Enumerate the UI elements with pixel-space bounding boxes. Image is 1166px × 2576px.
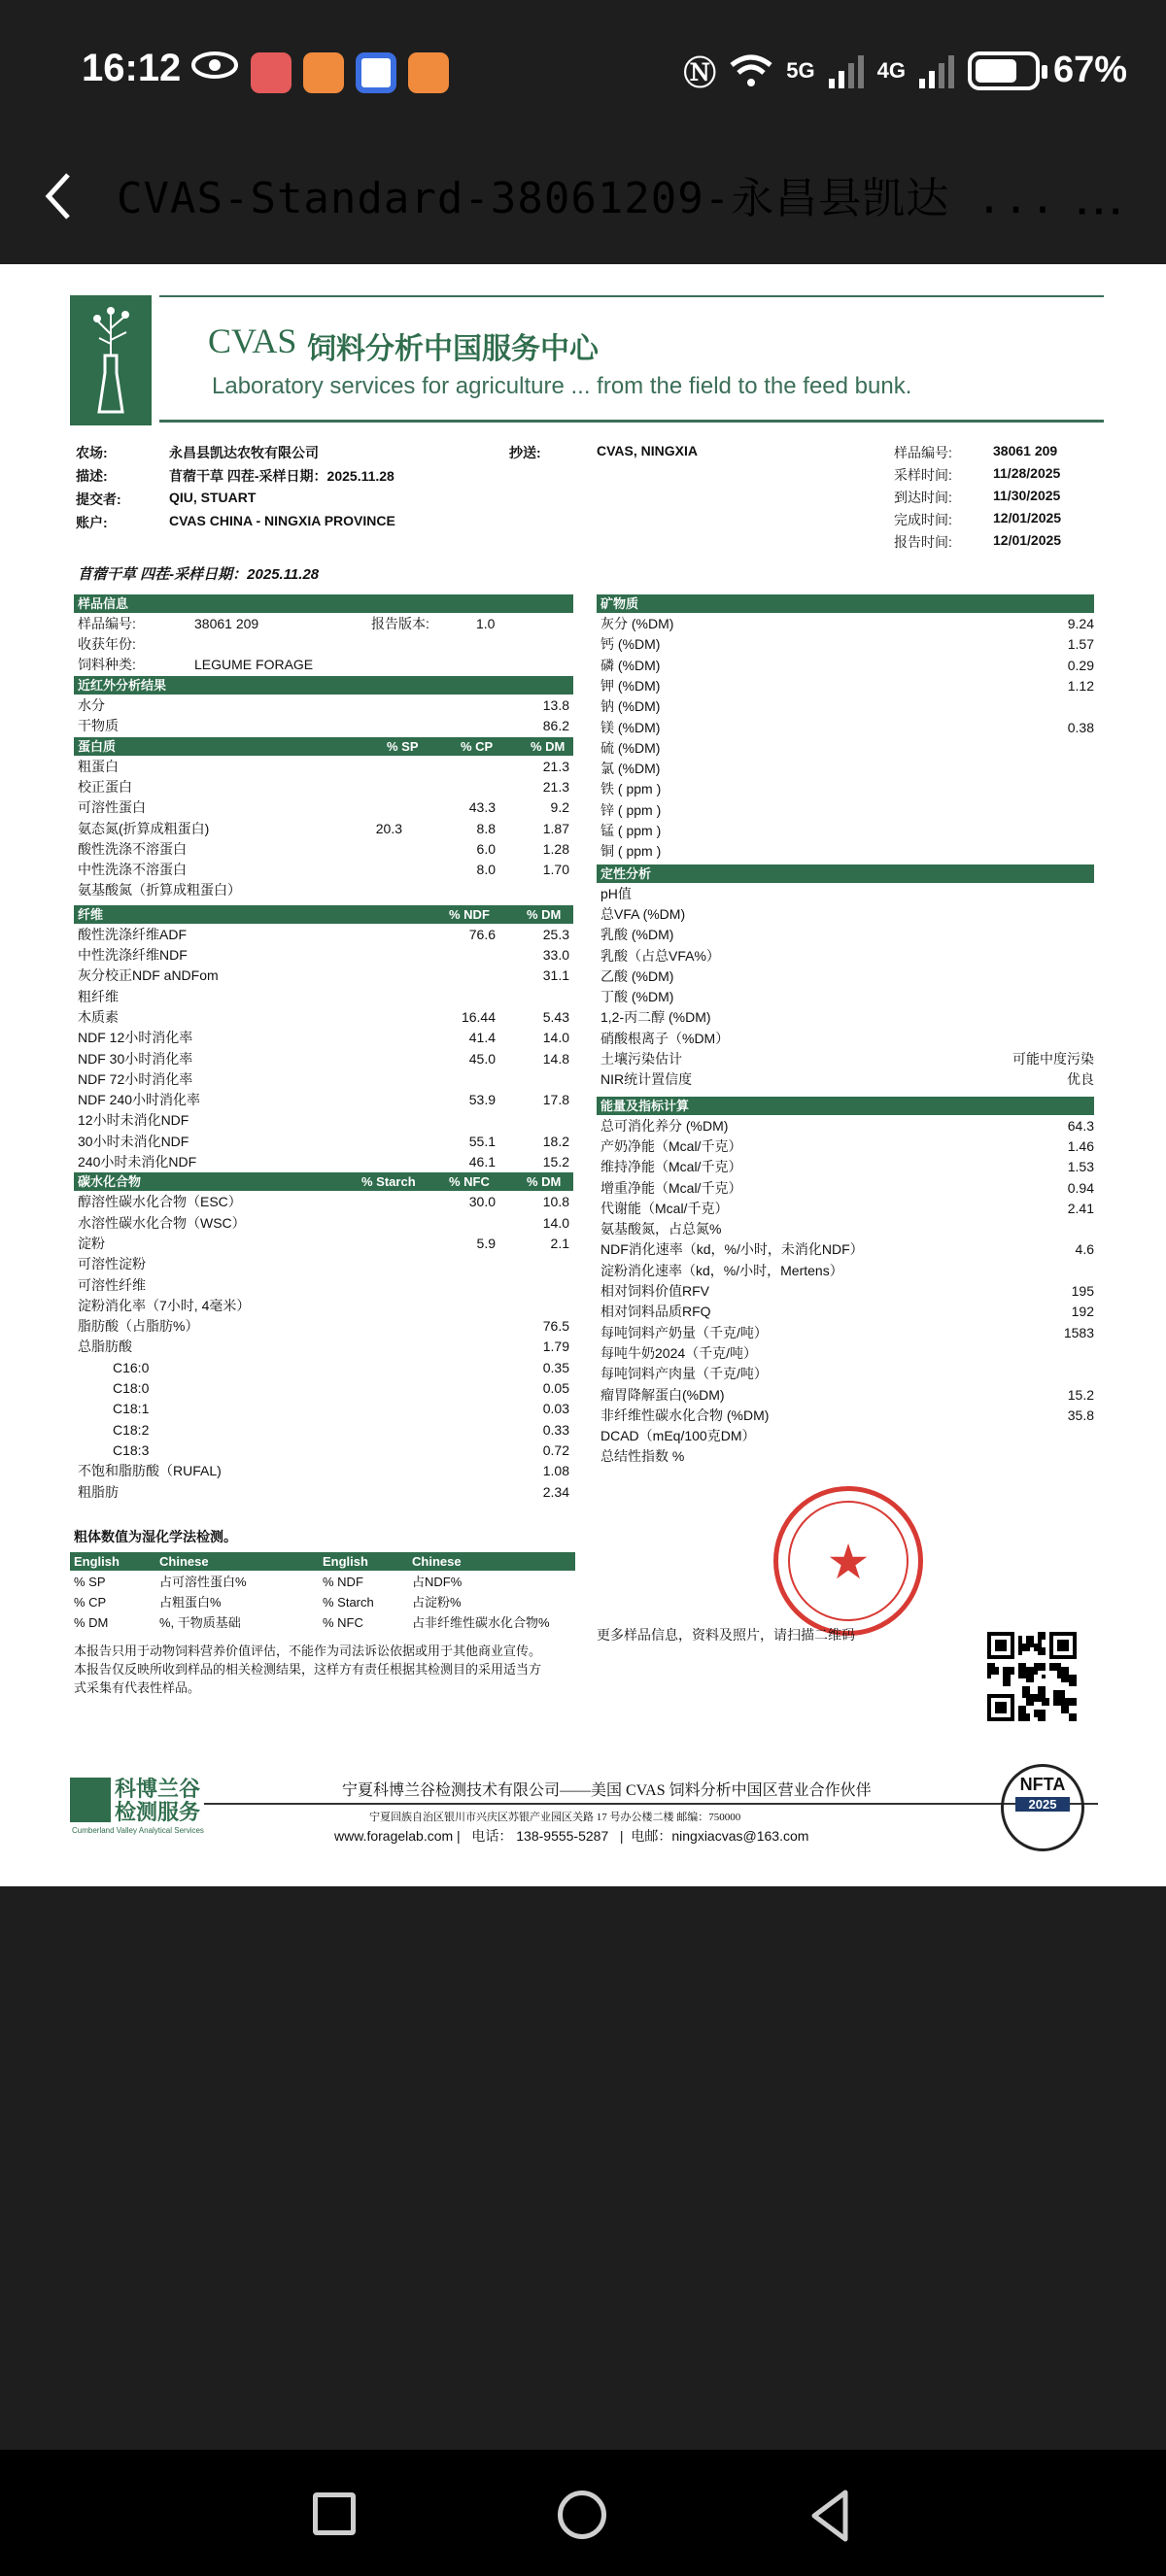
table-row: 硫 (%DM)	[600, 739, 661, 756]
table-row: 木质素 16.44 5.43	[78, 1008, 569, 1025]
footer-email[interactable]: ningxiacvas@163.com	[671, 1828, 809, 1844]
table-row: 氨态氮(折算成粗蛋白) 20.3 8.8 1.87	[78, 820, 569, 836]
table-row: DCAD（mEq/100克DM）	[600, 1428, 756, 1444]
table-row: 灰分 (%DM) 9.24	[600, 616, 1094, 631]
viewer-background	[0, 1886, 1166, 2450]
table-row: 氯 (%DM)	[600, 761, 661, 777]
reported-value: 12/01/2025	[993, 532, 1062, 548]
table-row: 增重净能（Mcal/千克） 0.94	[600, 1179, 1094, 1196]
brand-name: CVAS	[208, 322, 297, 360]
table-row: 校正蛋白 21.3	[78, 778, 569, 795]
brand-tagline: Laboratory services for agriculture ... from the field to the feed bunk.	[212, 373, 912, 399]
table-row: pH值	[600, 885, 632, 901]
report-page	[0, 264, 1166, 1886]
footer-logo-en: Cumberland Valley Analytical Services	[72, 1826, 204, 1835]
energy-header: 能量及指标计算	[597, 1097, 1094, 1115]
table-row: 非纤维性碳水化合物 (%DM) 35.8	[600, 1407, 1094, 1423]
disclaimer-line: 式采集有代表性样品。	[74, 1680, 201, 1695]
nfta-badge: NFTA 2025	[1001, 1764, 1084, 1851]
table-row: 产奶净能（Mcal/千克） 1.46	[600, 1137, 1094, 1154]
legend-header: English Chinese English Chinese	[70, 1552, 575, 1571]
arrived-label: 到达时间:	[894, 490, 952, 505]
table-row: 可溶性纤维	[78, 1276, 146, 1293]
table-row: 每吨饲料产奶量（千克/吨） 1583	[600, 1324, 1094, 1340]
fermentation-header: 定性分析	[597, 864, 1094, 883]
app-icon-browser	[356, 52, 396, 93]
table-row: 氨基酸氮（折算成粗蛋白）	[78, 882, 241, 898]
table-row: 12小时未消化NDF	[78, 1112, 189, 1129]
table-row: 钙 (%DM) 1.57	[600, 636, 1094, 653]
table-row: 淀粉消化速率（kd，%/小时，Mertens）	[600, 1262, 843, 1278]
app-icon-reader	[251, 52, 292, 93]
status-bar	[0, 0, 1166, 146]
sample-info-header: 样品信息	[74, 594, 573, 613]
table-row: 氨基酸氮，占总氮%	[600, 1221, 722, 1237]
table-row: C18:2 0.33	[113, 1421, 569, 1438]
home-button[interactable]	[558, 2491, 606, 2539]
nfc-icon: Ⓝ	[683, 55, 717, 92]
table-row: NDF 72小时消化率	[78, 1070, 193, 1087]
table-row: 水分 13.8	[78, 697, 569, 713]
status-time: 16:12	[82, 47, 182, 89]
account-value: CVAS CHINA - NINGXIA PROVINCE	[169, 513, 395, 528]
seal-star-icon: ★	[826, 1535, 871, 1589]
legend-row: % DM %, 干物质基础 % NFC 占非纤维性碳水化合物%	[74, 1615, 550, 1630]
table-row: 不饱和脂肪酸（RUFAL) 1.08	[78, 1463, 569, 1479]
cc-label: 抄送:	[509, 445, 541, 460]
table-row: 醇溶性碳水化合物（ESC） 30.0 10.8	[78, 1194, 569, 1210]
table-row: 乙酸 (%DM)	[600, 967, 674, 984]
table-row: 锌 ( ppm )	[600, 801, 662, 818]
table-row: 总VFA (%DM)	[600, 905, 686, 922]
back-arrow-icon[interactable]	[39, 167, 78, 225]
table-row: 乳酸 (%DM)	[600, 927, 674, 943]
table-row: NDF 30小时消化率 45.0 14.8	[78, 1050, 569, 1067]
table-row: 锰 ( ppm )	[600, 823, 662, 838]
table-row: 酸性洗涤不溶蛋白 6.0 1.28	[78, 840, 569, 857]
cvas-logo	[70, 295, 152, 425]
table-row: 钾 (%DM) 1.12	[600, 677, 1094, 694]
footer-company: 宁夏科博兰谷检测技术有限公司——美国 CVAS 饲料分析中国区营业合作伙伴	[342, 1782, 872, 1799]
table-row: 钠 (%DM)	[600, 698, 661, 715]
sample-info-row: 收获年份:	[78, 636, 136, 652]
submitter-value: QIU, STUART	[169, 490, 257, 505]
completed-value: 12/01/2025	[993, 510, 1062, 525]
signal-icon-1	[829, 53, 864, 88]
status-right	[683, 47, 1127, 94]
arrived-value: 11/30/2025	[993, 488, 1061, 503]
wifi-icon	[730, 53, 772, 88]
table-row: 代谢能（Mcal/千克） 2.41	[600, 1200, 1094, 1216]
farm-value: 永昌县凯达农牧有限公司	[169, 445, 319, 460]
table-row: 磷 (%DM) 0.29	[600, 657, 1094, 673]
table-row: 淀粉消化率（7小时, 4毫米）	[78, 1297, 251, 1313]
table-row: 干物质 86.2	[78, 718, 569, 734]
disclaimer-line: 本报告只用于动物饲料营养价值评估，不能作为司法诉讼依据或用于其他商业宣传。	[74, 1644, 542, 1658]
table-row: 1,2-丙二醇 (%DM)	[600, 1009, 711, 1026]
cc-value: CVAS, NINGXIA	[597, 443, 698, 458]
table-row: 粗脂肪 2.34	[78, 1483, 569, 1500]
table-row: 维持净能（Mcal/千克） 1.53	[600, 1159, 1094, 1175]
table-row: C18:3 0.72	[113, 1441, 569, 1458]
app-icon-orange-1	[303, 52, 344, 93]
table-row: C16:0 0.35	[113, 1359, 569, 1375]
table-row: 灰分校正NDF aNDFom 31.1	[78, 967, 569, 984]
table-row: 硝酸根离子（%DM）	[600, 1030, 730, 1046]
table-row: 丁酸 (%DM)	[600, 989, 674, 1005]
disclaimer-line: 本报告仅反映所收到样品的相关检测结果，这样方有责任根据其检测目的采用适当方	[74, 1662, 542, 1677]
table-row: 总可消化养分 (%DM) 64.3	[600, 1117, 1094, 1134]
brand-name-cn: 饲料分析中国服务中心	[307, 333, 599, 365]
table-row: 铜 ( ppm )	[600, 843, 662, 860]
table-row: 每吨饲料产肉量（千克/吨）	[600, 1366, 768, 1382]
sampled-label: 采样时间:	[894, 467, 952, 483]
signal-icon-2	[919, 53, 954, 88]
table-row: 酸性洗涤纤维ADF 76.6 25.3	[78, 926, 569, 942]
table-row: NIR统计置信度 优良	[600, 1071, 1094, 1088]
table-row: 中性洗涤纤维NDF 33.0	[78, 947, 569, 963]
table-row: 镁 (%DM) 0.38	[600, 719, 1094, 735]
table-row: 每吨牛奶2024（千克/吨）	[600, 1344, 758, 1361]
footer-phone[interactable]: 138-9555-5287	[516, 1828, 609, 1844]
table-row: 粗蛋白 21.3	[78, 758, 569, 774]
desc-value: 苜蓿干草 四茬-采样日期：2025.11.28	[169, 468, 394, 484]
desc-label: 描述:	[76, 468, 108, 484]
report-header	[70, 295, 1104, 425]
table-row: 可溶性淀粉	[78, 1256, 146, 1272]
table-row: 相对饲料品质RFQ 192	[600, 1304, 1094, 1320]
table-row: 总脂肪酸 1.79	[78, 1339, 569, 1355]
table-row: 可溶性蛋白 43.3 9.2	[78, 799, 569, 816]
battery-level: 67%	[1052, 50, 1127, 90]
table-row: 30小时未消化NDF 55.1 18.2	[78, 1133, 569, 1149]
document-title: CVAS-Standard-38061209-永昌县凯达 ...	[117, 174, 1057, 223]
table-row: 乳酸（占总VFA%）	[600, 947, 720, 964]
table-row: 总结性指数 %	[600, 1448, 685, 1465]
sampled-value: 11/28/2025	[993, 465, 1061, 481]
wet-chem-note: 粗体数值为湿化学法检测。	[74, 1529, 237, 1544]
minerals-header: 矿物质	[597, 594, 1094, 613]
network-4g: 4G	[876, 57, 906, 83]
table-row: 土壤污染估计 可能中度污染	[600, 1051, 1094, 1067]
more-menu-icon[interactable]: ···	[1077, 190, 1127, 233]
completed-label: 完成时间:	[894, 512, 952, 527]
qr-note: 更多样品信息，资料及照片，请扫描二维码	[597, 1627, 855, 1643]
table-row: 脂肪酸（占脂肪%） 76.5	[78, 1318, 569, 1335]
reported-label: 报告时间:	[894, 534, 952, 550]
sample-no-value: 38061 209	[993, 443, 1058, 458]
eye-icon	[190, 51, 239, 80]
sample-info-row: 饲料种类: LEGUME FORAGE	[78, 657, 314, 672]
sample-no-label: 样品编号:	[894, 445, 952, 460]
legend-row: % SP 占可溶性蛋白% % NDF 占NDF%	[74, 1575, 463, 1589]
official-seal	[773, 1486, 923, 1636]
table-row: 淀粉 5.9 2.1	[78, 1235, 569, 1251]
account-label: 账户:	[76, 515, 108, 530]
table-row: NDF消化速率（kd，%/小时，未消化NDF） 4.6	[600, 1241, 1094, 1258]
table-row: 中性洗涤不溶蛋白 8.0 1.70	[78, 862, 569, 878]
footer-web[interactable]: www.foragelab.com	[334, 1828, 454, 1844]
table-row: C18:1 0.03	[113, 1401, 569, 1417]
cvas-china-logo-icon	[70, 1778, 111, 1822]
footer-divider	[204, 1803, 1098, 1805]
table-row: C18:0 0.05	[113, 1380, 569, 1396]
qr-code[interactable]	[987, 1632, 1077, 1721]
footer-logo-text: 科博兰谷 检测服务	[115, 1777, 201, 1824]
fiber-header: 纤维 % NDF % DM	[74, 905, 573, 924]
legend-row: % CP 占粗蛋白% % Starch 占淀粉%	[74, 1595, 462, 1610]
nav-back-icon[interactable]	[806, 2487, 853, 2545]
table-row: NDF 12小时消化率 41.4 14.0	[78, 1030, 569, 1046]
battery-icon	[968, 51, 1040, 90]
table-row: 瘤胃降解蛋白(%DM) 15.2	[600, 1386, 1094, 1403]
sample-info-row: 样品编号: 38061 209 报告版本: 1.0	[78, 616, 496, 631]
footer-address: 宁夏回族自治区银川市兴庆区苏银产业园区关路 17 号办公楼二楼 邮编：750000	[369, 1812, 741, 1823]
table-row: 相对饲料价值RFV 195	[600, 1283, 1094, 1299]
table-row: 水溶性碳水化合物（WSC） 14.0	[78, 1214, 569, 1231]
protein-header: 蛋白质 % SP % CP % DM	[74, 737, 573, 756]
network-5g: 5G	[786, 57, 815, 83]
carbs-header: 碳水化合物 % Starch % NFC % DM	[74, 1172, 573, 1191]
table-row: 粗纤维	[78, 988, 119, 1004]
nir-header: 近红外分析结果	[74, 676, 573, 695]
submitter-label: 提交者:	[76, 491, 121, 507]
recent-apps-button[interactable]	[313, 2492, 356, 2535]
sample-subtitle: 苜蓿干草 四茬-采样日期：2025.11.28	[78, 566, 320, 583]
table-row: 铁 ( ppm )	[600, 781, 662, 797]
table-row: NDF 240小时消化率 53.9 17.8	[78, 1092, 569, 1108]
farm-label: 农场:	[76, 445, 108, 460]
table-row: 240小时未消化NDF 46.1 15.2	[78, 1154, 569, 1169]
app-icon-orange-2	[408, 52, 449, 93]
footer-contact: www.foragelab.com | 电话： 138-9555-5287 | 电邮：ningxiacvas@163.com	[334, 1828, 809, 1844]
